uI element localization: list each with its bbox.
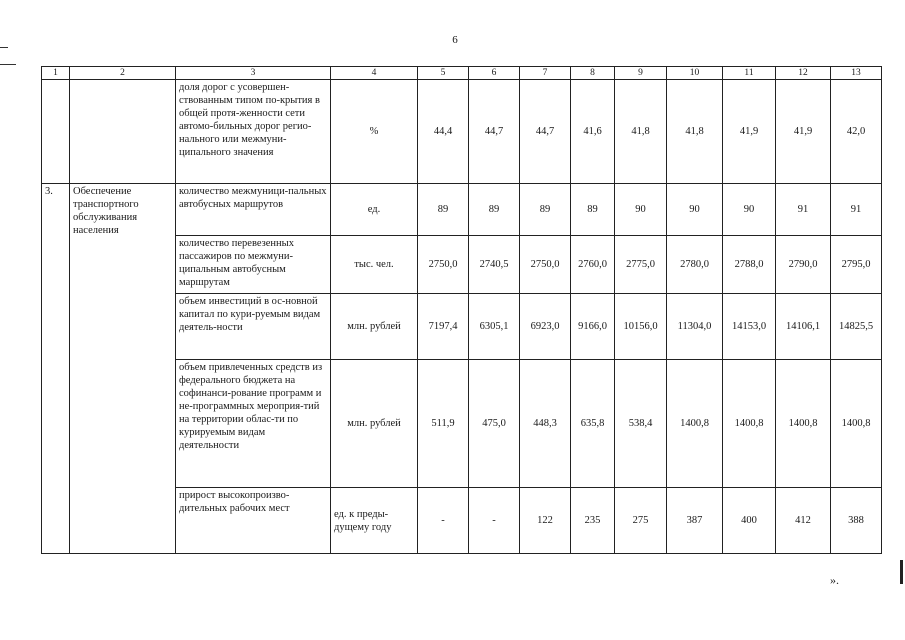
margin-tick <box>0 64 16 65</box>
value-cell: 6923,0 <box>520 294 571 360</box>
value-cell: 9166,0 <box>571 294 615 360</box>
scan-edge-mark <box>900 560 903 584</box>
indicator-cell: доля дорог с усовершен-ствованным типом по-крытия в общей протя-женности сети автомо-бильных дорог регио-нального или межмуни-ципального значения <box>176 80 331 184</box>
value-cell: 42,0 <box>831 80 882 184</box>
unit-cell: ед. к преды-дущему году <box>331 488 418 554</box>
direction-cell <box>70 80 176 184</box>
value-cell: 1400,8 <box>776 360 831 488</box>
unit-cell: тыс. чел. <box>331 236 418 294</box>
value-cell: 91 <box>776 184 831 236</box>
value-cell: 2750,0 <box>418 236 469 294</box>
header-row <box>42 67 882 80</box>
value-cell: - <box>418 488 469 554</box>
value-cell: 235 <box>571 488 615 554</box>
unit-cell: % <box>331 80 418 184</box>
value-cell: 1400,8 <box>831 360 882 488</box>
header-cell: 13 <box>831 67 882 80</box>
header-cell: 5 <box>418 67 469 80</box>
value-cell: 44,7 <box>520 80 571 184</box>
section-number: 3. <box>42 184 70 554</box>
value-cell: 90 <box>723 184 776 236</box>
value-cell: 2775,0 <box>615 236 667 294</box>
value-cell: 89 <box>418 184 469 236</box>
closing-quote: ». <box>830 573 839 587</box>
value-cell: 41,6 <box>571 80 615 184</box>
unit-cell: млн. рублей <box>331 360 418 488</box>
value-cell: 387 <box>667 488 723 554</box>
value-cell: 6305,1 <box>469 294 520 360</box>
value-cell: 14153,0 <box>723 294 776 360</box>
unit-cell: млн. рублей <box>331 294 418 360</box>
value-cell: 10156,0 <box>615 294 667 360</box>
header-cell: 4 <box>331 67 418 80</box>
value-cell: 89 <box>520 184 571 236</box>
value-cell: 2780,0 <box>667 236 723 294</box>
header-cell: 12 <box>776 67 831 80</box>
value-cell: 89 <box>469 184 520 236</box>
value-cell: - <box>469 488 520 554</box>
value-cell: 2788,0 <box>723 236 776 294</box>
header-cell: 7 <box>520 67 571 80</box>
value-cell: 7197,4 <box>418 294 469 360</box>
header-cell: 11 <box>723 67 776 80</box>
value-cell: 41,9 <box>723 80 776 184</box>
value-cell: 14106,1 <box>776 294 831 360</box>
value-cell: 11304,0 <box>667 294 723 360</box>
page-number: 6 <box>452 34 458 46</box>
unit-cell: ед. <box>331 184 418 236</box>
value-cell: 89 <box>571 184 615 236</box>
value-cell: 44,4 <box>418 80 469 184</box>
indicator-cell: количество межмуници-пальных автобусных маршрутов <box>176 184 331 236</box>
value-cell: 41,8 <box>667 80 723 184</box>
value-cell: 400 <box>723 488 776 554</box>
value-cell: 91 <box>831 184 882 236</box>
value-cell: 448,3 <box>520 360 571 488</box>
header-cell: 2 <box>70 67 176 80</box>
value-cell: 1400,8 <box>667 360 723 488</box>
value-cell: 635,8 <box>571 360 615 488</box>
section-number-cell <box>42 80 70 184</box>
table-row <box>42 80 882 184</box>
value-cell: 388 <box>831 488 882 554</box>
indicator-cell: объем привлеченных средств из федерального бюджета на софинанси-рование программ и не-программных мероприя-тий на территории облас-ти по курируемым видам деятельности <box>176 360 331 488</box>
indicator-cell: количество перевезенных пассажиров по межмуни-ципальным автобусным маршрутам <box>176 236 331 294</box>
value-cell: 1400,8 <box>723 360 776 488</box>
header-cell: 10 <box>667 67 723 80</box>
value-cell: 2790,0 <box>776 236 831 294</box>
section-direction: Обеспечение транспортного обслуживания населения <box>70 184 176 554</box>
value-cell: 511,9 <box>418 360 469 488</box>
value-cell: 41,8 <box>615 80 667 184</box>
header-cell: 8 <box>571 67 615 80</box>
value-cell: 90 <box>667 184 723 236</box>
value-cell: 122 <box>520 488 571 554</box>
header-cell: 9 <box>615 67 667 80</box>
value-cell: 14825,5 <box>831 294 882 360</box>
table-row <box>42 184 882 236</box>
value-cell: 2795,0 <box>831 236 882 294</box>
header-cell: 1 <box>42 67 70 80</box>
value-cell: 412 <box>776 488 831 554</box>
value-cell: 41,9 <box>776 80 831 184</box>
margin-tick <box>0 47 8 48</box>
header-cell: 6 <box>469 67 520 80</box>
indicator-cell: прирост высокопроизво-дительных рабочих мест <box>176 488 331 554</box>
value-cell: 538,4 <box>615 360 667 488</box>
value-cell: 90 <box>615 184 667 236</box>
header-cell: 3 <box>176 67 331 80</box>
value-cell: 2750,0 <box>520 236 571 294</box>
value-cell: 2740,5 <box>469 236 520 294</box>
value-cell: 275 <box>615 488 667 554</box>
value-cell: 44,7 <box>469 80 520 184</box>
value-cell: 2760,0 <box>571 236 615 294</box>
indicator-cell: объем инвестиций в ос-новной капитал по кури-руемым видам деятель-ности <box>176 294 331 360</box>
data-table <box>41 66 882 554</box>
value-cell: 475,0 <box>469 360 520 488</box>
